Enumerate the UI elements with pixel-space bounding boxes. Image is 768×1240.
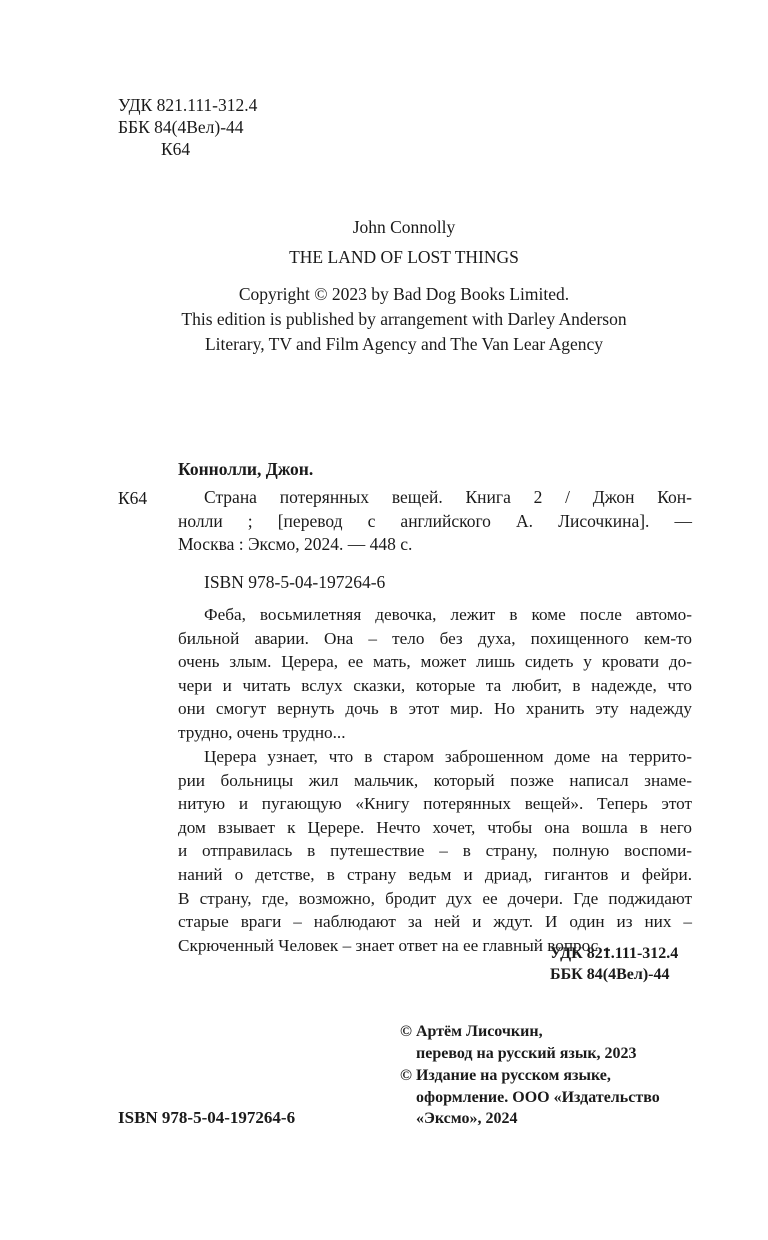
- copyright-translation-line-2: перевод на русский язык, 2023: [416, 1045, 637, 1062]
- original-copyright-line-2: This edition is published by arrangement with Darley Anderson: [181, 309, 627, 329]
- annotation-line: бильной аварии. Она – тело без духа, похищенного кем-то: [178, 628, 692, 648]
- copyright-edition-line-1: © Издание на русском языке,: [400, 1067, 611, 1084]
- annotation-line: они смогут вернуть дочь в этот мир. Но хранить эту надежду: [178, 699, 692, 719]
- bottom-udk: УДК 821.111-312.4: [550, 945, 679, 962]
- catalog-heading: Коннолли, Джон.: [178, 459, 314, 479]
- original-title: THE LAND OF LOST THINGS: [289, 247, 519, 267]
- catalog-entry-line: Москва : Эксмо, 2024. — 448 с.: [178, 534, 413, 555]
- top-author-mark: К64: [161, 139, 191, 159]
- bottom-isbn: ISBN 978-5-04-197264-6: [118, 1108, 296, 1127]
- annotation-line: и отправилась в путешествие – в страну, полную воспоми-: [178, 841, 692, 861]
- annotation-line: рии больницы жил мальчик, который позже написал знаме-: [178, 770, 692, 790]
- catalog-entry: [178, 486, 692, 557]
- original-copyright-line-1: Copyright © 2023 by Bad Dog Books Limited.: [238, 284, 570, 304]
- top-bbk: ББК 84(4Вел)-44: [118, 117, 244, 137]
- copyright-edition-line-3: «Эксмо», 2024: [416, 1110, 518, 1127]
- annotation-paragraph-2: [178, 745, 692, 957]
- copyright-edition-line-2: оформление. ООО «Издательство: [416, 1089, 660, 1106]
- annotation-line: Скрюченный Человек – знает ответ на ее главный вопрос...: [178, 935, 612, 955]
- annotation-line: наний о детстве, в страну ведьм и дриад, гигантов и фейри.: [178, 864, 692, 884]
- catalog-entry-line: Страна потерянных вещей. Книга 2 / Джон Кон-: [204, 487, 692, 507]
- bottom-bbk: ББК 84(4Вел)-44: [550, 966, 670, 983]
- original-copyright-line-3: Literary, TV and Film Agency and The Van Lear Agency: [204, 334, 604, 354]
- catalog-entry-line: нолли ; [перевод с английского А. Лисочкина]. —: [178, 510, 692, 531]
- catalog-isbn: ISBN 978-5-04-197264-6: [204, 572, 386, 592]
- annotation-paragraph-1: [178, 603, 692, 745]
- annotation-line: дом взывает к Церере. Нечто хочет, чтобы она вошла в него: [178, 817, 692, 837]
- annotation-line: старые враги – наблюдают за ней и ждут. И один из них –: [178, 912, 692, 932]
- annotation-line: нитую и пугающую «Книгу потерянных вещей». Теперь этот: [178, 794, 692, 814]
- annotation-line: В страну, где, возможно, бродит дух ее дочери. Где поджидают: [178, 888, 692, 908]
- annotation-line: трудно, очень трудно...: [178, 722, 346, 742]
- catalog-mark: К64: [118, 488, 148, 508]
- top-udk: УДК 821.111-312.4: [118, 95, 258, 115]
- copyright-translation-line-1: © Артём Лисочкин,: [400, 1023, 543, 1040]
- annotation-line: чери и читать вслух сказки, которые та любит, в надежде, что: [178, 675, 692, 695]
- annotation-line: Церера узнает, что в старом заброшенном доме на террито-: [204, 747, 692, 766]
- original-author: John Connolly: [352, 217, 456, 237]
- annotation-line: Феба, восьмилетняя девочка, лежит в коме после автомо-: [204, 605, 692, 624]
- annotation-line: очень злым. Церера, ее мать, может лишь сидеть у кровати до-: [178, 652, 692, 672]
